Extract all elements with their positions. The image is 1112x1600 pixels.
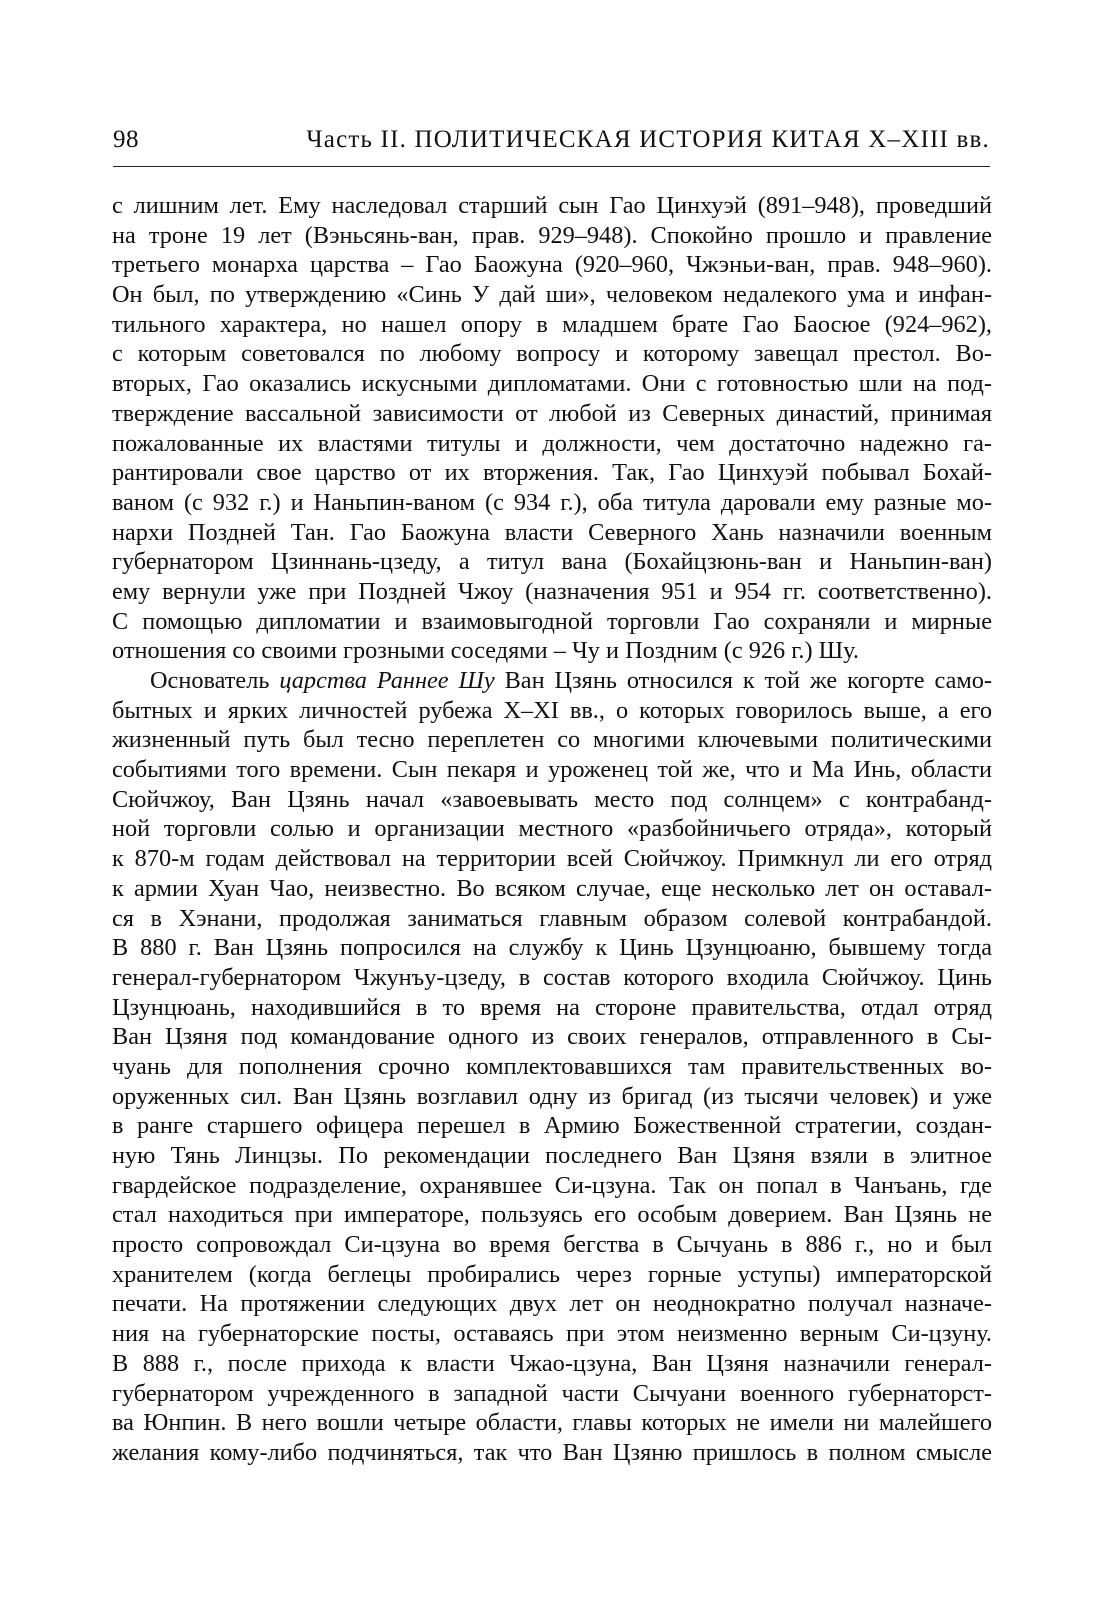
text-line: генерал-губернатором Чжунъу-цзеду, в состав которого входила Сюйчжоу. Цинь bbox=[112, 963, 992, 991]
text-line: бытных и ярких личностей рубежа X–XI вв., о которых говорилось выше, а его bbox=[112, 696, 992, 724]
text-run: Основатель bbox=[150, 667, 280, 694]
running-title: Часть II. ПОЛИТИЧЕСКАЯ ИСТОРИЯ КИТАЯ X–XIII вв. bbox=[306, 126, 990, 153]
text-line: на троне 19 лет (Вэньсянь-ван, прав. 929–948). Спокойно прошло и правление bbox=[112, 221, 992, 249]
text-line: ся в Хэнани, продолжая заниматься главным образом солевой контрабандой. bbox=[112, 904, 992, 932]
text-line: ную Тянь Линцзы. По рекомендации последнего Ван Цзяня взяли в элитное bbox=[112, 1142, 992, 1169]
text-line: стал находиться при императоре, пользуясь его особым доверием. Ван Цзянь не bbox=[112, 1201, 992, 1229]
text-line: рантировали свое царство от их вторжения. Так, Гао Цинхуэй побывал Бохай- bbox=[112, 459, 992, 487]
text-line: просто сопровождал Си-цзуна во время бегства в Сычуань в 886 г., но и был bbox=[112, 1231, 992, 1259]
text-line: с лишним лет. Ему наследовал старший сын Гао Цинхуэй (891–948), проведший bbox=[112, 192, 992, 219]
page-number: 98 bbox=[113, 126, 139, 153]
text-line: тверждение вассальной зависимости от любой из Северных династий, принимая bbox=[112, 399, 992, 427]
text-line: В 880 г. Ван Цзянь попросился на службу к Цинь Цзунцюаню, бывшему тогда bbox=[112, 934, 992, 962]
text-line: к армии Хуан Чао, неизвестно. Во всяком случае, еще несколько лет он оставал- bbox=[112, 874, 992, 902]
text-line: жизненный путь был тесно переплетен со многими ключевыми политическими bbox=[112, 726, 992, 754]
text-line: отношения со своими грозными соседями – Чу и Поздним (с 926 г.) Шу. bbox=[112, 637, 859, 665]
text-line: к 870-м годам действовал на территории всей Сюйчжоу. Примкнул ли его отряд bbox=[112, 845, 992, 873]
text-run: Ван Цзянь относился к той же когорте само- bbox=[494, 667, 992, 694]
text-line: чуань для пополнения срочно комплектовавшихся там правительственных во- bbox=[112, 1052, 992, 1080]
text-line: ва Юнпин. В него вошли четыре области, главы которых не имели ни малейшего bbox=[112, 1409, 992, 1437]
text-line: пожалованные их властями титулы и должности, чем достаточно надежно га- bbox=[112, 429, 992, 457]
text-line: печати. На протяжении следующих двух лет он неоднократно получал назначе- bbox=[112, 1290, 992, 1318]
page-header bbox=[113, 126, 990, 167]
text-line: хранителем (когда беглецы пробирались через горные уступы) императорской bbox=[112, 1260, 992, 1288]
text-line: в ранге старшего офицера перешел в Армию Божественной стратегии, создан- bbox=[112, 1112, 992, 1140]
text-line: Цзунцюань, находившийся в то время на стороне правительства, отдал отряд bbox=[112, 993, 992, 1021]
text-line: В 888 г., после прихода к власти Чжао-цзуна, Ван Цзяня назначили генерал- bbox=[112, 1349, 992, 1377]
text-line: гвардейское подразделение, охранявшее Си-цзуна. Так он попал в Чанъань, где bbox=[112, 1171, 992, 1199]
italic-term: царства Раннее Шу bbox=[279, 667, 495, 694]
text-line: с которым советовался по любому вопросу и которому завещал престол. Во- bbox=[112, 340, 992, 368]
body-text bbox=[112, 191, 992, 1468]
text-line: губернатором учрежденного в западной части Сычуани военного губернаторст- bbox=[112, 1379, 992, 1407]
paragraph-2 bbox=[112, 666, 992, 1468]
text-line: третьего монарха царства – Гао Баожуна (920–960, Чжэньи-ван, прав. 948–960). bbox=[112, 251, 992, 279]
text-line: губернатором Цзиннань-цзеду, а титул вана (Бохайцзюнь-ван и Наньпин-ван) bbox=[112, 548, 992, 576]
text-line: ваном (с 932 г.) и Наньпин-ваном (с 934 г.), оба титула даровали ему разные мо- bbox=[112, 488, 992, 516]
text-line: событиями того времени. Сын пекаря и уроженец той же, что и Ма Инь, области bbox=[112, 756, 992, 784]
text-line: ему вернули уже при Поздней Чжоу (назначения 951 и 954 гг. соответственно). bbox=[112, 577, 992, 605]
text-line: С помощью дипломатии и взаимовыгодной торговли Гао сохраняли и мирные bbox=[112, 607, 992, 635]
text-line: ной торговли солью и организации местного «разбойничьего отряда», который bbox=[112, 815, 992, 843]
text-line: оруженных сил. Ван Цзянь возглавил одну из бригад (из тысячи человек) и уже bbox=[112, 1082, 992, 1110]
text-line: тильного характера, но нашел опору в младшем брате Гао Баосюе (924–962), bbox=[112, 310, 992, 338]
text-line: желания кому-либо подчиняться, так что Ван Цзяню пришлось в полном смысле bbox=[112, 1438, 992, 1466]
text-line: Он был, по утверждению «Синь У дай ши», человеком недалекого ума и инфан- bbox=[112, 281, 992, 309]
paragraph-1 bbox=[112, 191, 992, 666]
text-line: ния на губернаторские посты, оставаясь при этом неизменно верным Си-цзуну. bbox=[112, 1320, 992, 1348]
text-line: Ван Цзяня под командование одного из своих генералов, отправленного в Сы- bbox=[112, 1023, 992, 1051]
text-line: Сюйчжоу, Ван Цзянь начал «завоевывать место под солнцем» с контрабанд- bbox=[112, 785, 992, 813]
text-line: нархи Поздней Тан. Гао Баожуна власти Северного Хань назначили военным bbox=[112, 518, 992, 546]
text-line: вторых, Гао оказались искусными дипломатами. Они с готовностью шли на под- bbox=[112, 370, 992, 398]
text-line bbox=[112, 666, 992, 696]
